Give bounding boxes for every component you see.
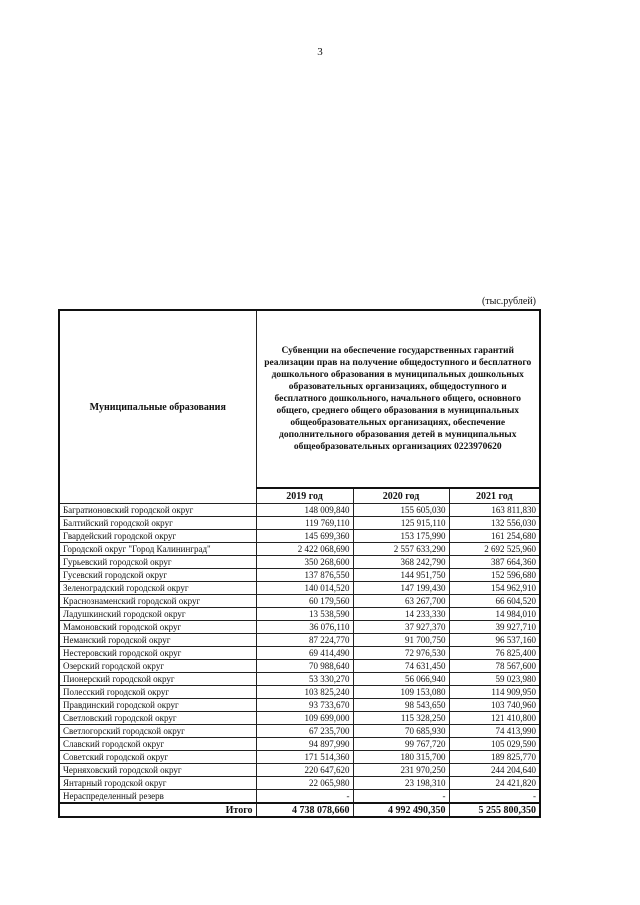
table-row	[59, 608, 540, 621]
total-2021: 5 255 800,350	[449, 803, 540, 817]
table-row	[59, 543, 540, 556]
value-2020: 115 328,250	[353, 712, 449, 725]
value-2020: 153 175,990	[353, 530, 449, 543]
value-2020: 109 153,080	[353, 686, 449, 699]
value-2020: 98 543,650	[353, 699, 449, 712]
table-row	[59, 686, 540, 699]
value-2019: 109 699,000	[256, 712, 353, 725]
value-2020: 180 315,700	[353, 751, 449, 764]
value-2020: 125 915,110	[353, 517, 449, 530]
table-row	[59, 673, 540, 686]
table-row	[59, 725, 540, 738]
table-row	[59, 634, 540, 647]
value-2021: 161 254,680	[449, 530, 540, 543]
total-row	[59, 803, 540, 817]
value-2020: 2 557 633,290	[353, 543, 449, 556]
value-2020: 72 976,530	[353, 647, 449, 660]
table-header-row	[59, 310, 540, 488]
municipality-name: Городской округ "Город Калининград"	[59, 543, 256, 556]
value-2019: 70 988,640	[256, 660, 353, 673]
value-2019: 350 268,600	[256, 556, 353, 569]
value-2021: 78 567,600	[449, 660, 540, 673]
municipality-name: Гусевский городской округ	[59, 569, 256, 582]
value-2021: 152 596,680	[449, 569, 540, 582]
header-year-2021: 2021 год	[449, 488, 540, 504]
table-row	[59, 569, 540, 582]
table-row	[59, 764, 540, 777]
municipality-name: Мамоновский городской округ	[59, 621, 256, 634]
value-2021: 24 421,820	[449, 777, 540, 790]
municipality-name: Ладушкинский городской округ	[59, 608, 256, 621]
municipality-name: Пионерский городской округ	[59, 673, 256, 686]
value-2020: 56 066,940	[353, 673, 449, 686]
value-2020: 99 767,720	[353, 738, 449, 751]
municipality-name: Гурьевский городской округ	[59, 556, 256, 569]
value-2019: 53 330,270	[256, 673, 353, 686]
table-row	[59, 582, 540, 595]
value-2020: 368 242,790	[353, 556, 449, 569]
municipality-name: Зеленоградский городской округ	[59, 582, 256, 595]
value-2020: 23 198,310	[353, 777, 449, 790]
total-2020: 4 992 490,350	[353, 803, 449, 817]
value-2020: 147 199,430	[353, 582, 449, 595]
table-row	[59, 647, 540, 660]
value-2020: 14 233,330	[353, 608, 449, 621]
table-row	[59, 751, 540, 764]
value-2019: -	[256, 790, 353, 804]
value-2020: -	[353, 790, 449, 804]
subsidy-table	[58, 309, 541, 818]
table-row	[59, 504, 540, 517]
value-2019: 140 014,520	[256, 582, 353, 595]
municipality-name: Славский городской округ	[59, 738, 256, 751]
value-2021: 121 410,800	[449, 712, 540, 725]
municipality-name: Нестеровский городской округ	[59, 647, 256, 660]
value-2021: 96 537,160	[449, 634, 540, 647]
municipality-name: Светлогорский городской округ	[59, 725, 256, 738]
value-2021: 59 023,980	[449, 673, 540, 686]
unit-label: (тыс.рублей)	[481, 296, 536, 307]
value-2021: 2 692 525,960	[449, 543, 540, 556]
value-2021: 74 413,990	[449, 725, 540, 738]
municipality-name: Краснознаменский городской округ	[59, 595, 256, 608]
value-2020: 37 927,370	[353, 621, 449, 634]
header-year-2019: 2019 год	[256, 488, 353, 504]
value-2021: 114 909,950	[449, 686, 540, 699]
value-2020: 63 267,700	[353, 595, 449, 608]
value-2019: 22 065,980	[256, 777, 353, 790]
value-2021: 66 604,520	[449, 595, 540, 608]
municipality-name: Багратионовский городской округ	[59, 504, 256, 517]
header-description: Субвенции на обеспечение государственных гарантий реализации прав на получение общедоступного и бесплатного дошкольного образования в муниципальных дошкольных образовательных организациях, общедоступного и бесплатного дошкольного, начального общего, основного общего, среднего общего образования в муниципальных общеобразовательных организациях, обеспечение дополнительного образования детей в муниципальных общеобразовательных организациях 0223970620	[256, 310, 540, 488]
municipality-name: Неманский городской округ	[59, 634, 256, 647]
table-row	[59, 712, 540, 725]
header-municipalities: Муниципальные образования	[59, 310, 256, 504]
value-2019: 69 414,490	[256, 647, 353, 660]
value-2019: 148 009,840	[256, 504, 353, 517]
value-2021: 132 556,030	[449, 517, 540, 530]
value-2021: 244 204,640	[449, 764, 540, 777]
value-2021: 387 664,360	[449, 556, 540, 569]
total-label: Итого	[59, 803, 256, 817]
municipality-name: Озерский городской округ	[59, 660, 256, 673]
municipality-name: Советский городской округ	[59, 751, 256, 764]
value-2019: 137 876,550	[256, 569, 353, 582]
value-2021: 14 984,010	[449, 608, 540, 621]
municipality-name: Гвардейский городской округ	[59, 530, 256, 543]
value-2021: 105 029,590	[449, 738, 540, 751]
value-2021: 76 825,400	[449, 647, 540, 660]
value-2019: 145 699,360	[256, 530, 353, 543]
value-2019: 13 538,590	[256, 608, 353, 621]
municipality-name: Правдинский городской округ	[59, 699, 256, 712]
value-2020: 155 605,030	[353, 504, 449, 517]
value-2020: 144 951,750	[353, 569, 449, 582]
page-number: 3	[317, 46, 323, 58]
total-2019: 4 738 078,660	[256, 803, 353, 817]
value-2019: 67 235,700	[256, 725, 353, 738]
municipality-name: Янтарный городской округ	[59, 777, 256, 790]
value-2019: 2 422 068,690	[256, 543, 353, 556]
header-year-2020: 2020 год	[353, 488, 449, 504]
value-2020: 70 685,930	[353, 725, 449, 738]
value-2019: 94 897,990	[256, 738, 353, 751]
value-2021: 189 825,770	[449, 751, 540, 764]
value-2020: 91 700,750	[353, 634, 449, 647]
value-2021: 154 962,910	[449, 582, 540, 595]
value-2019: 36 076,110	[256, 621, 353, 634]
table-row	[59, 517, 540, 530]
table-row	[59, 621, 540, 634]
table-row	[59, 660, 540, 673]
value-2020: 74 631,450	[353, 660, 449, 673]
value-2021: 163 811,830	[449, 504, 540, 517]
value-2021: -	[449, 790, 540, 804]
table-row	[59, 556, 540, 569]
table-row	[59, 595, 540, 608]
table-row	[59, 738, 540, 751]
municipality-name: Светловский городской округ	[59, 712, 256, 725]
value-2019: 171 514,360	[256, 751, 353, 764]
municipality-name: Черняховский городской округ	[59, 764, 256, 777]
value-2019: 220 647,620	[256, 764, 353, 777]
municipality-name: Полесский городской округ	[59, 686, 256, 699]
value-2019: 103 825,240	[256, 686, 353, 699]
value-2019: 119 769,110	[256, 517, 353, 530]
value-2019: 60 179,560	[256, 595, 353, 608]
value-2021: 39 927,710	[449, 621, 540, 634]
municipality-name: Нераспределенный резерв	[59, 790, 256, 804]
table-row	[59, 699, 540, 712]
table-row	[59, 790, 540, 804]
value-2021: 103 740,960	[449, 699, 540, 712]
value-2019: 93 733,670	[256, 699, 353, 712]
value-2020: 231 970,250	[353, 764, 449, 777]
table-row	[59, 777, 540, 790]
municipality-name: Балтийский городской округ	[59, 517, 256, 530]
value-2019: 87 224,770	[256, 634, 353, 647]
table-row	[59, 530, 540, 543]
